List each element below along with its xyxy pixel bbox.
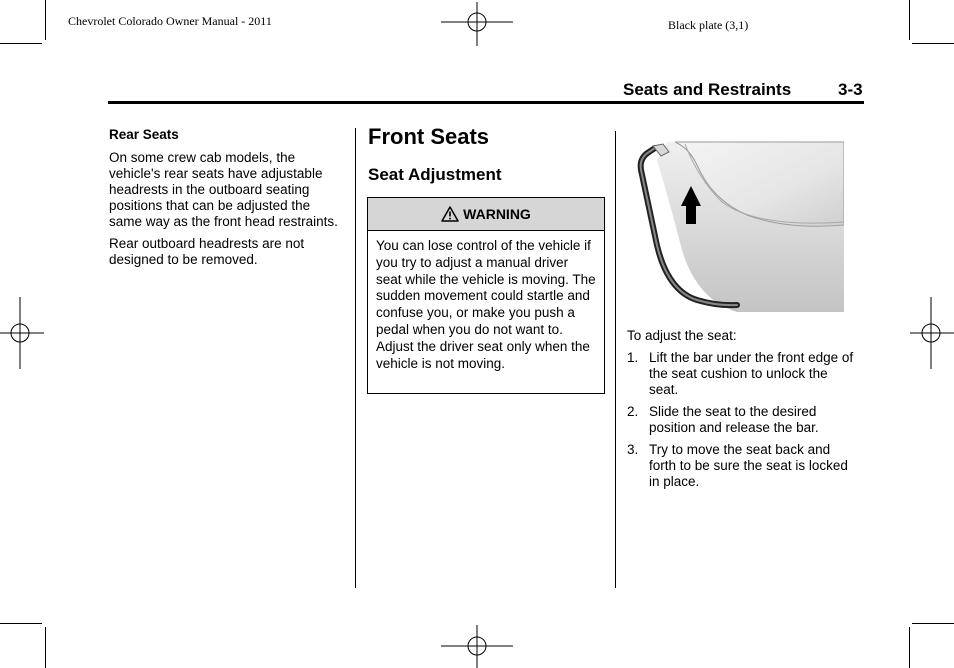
warning-box xyxy=(367,197,605,394)
manual-title: Chevrolet Colorado Owner Manual - 2011 xyxy=(68,14,272,28)
registration-mark-right xyxy=(910,297,954,369)
right-column xyxy=(627,328,859,496)
warning-triangle-icon xyxy=(441,206,459,222)
registration-mark-bottom xyxy=(441,625,513,668)
rear-seats-subhead: Rear Seats xyxy=(109,127,179,142)
list-item xyxy=(627,442,859,490)
column-divider xyxy=(615,131,616,588)
step-text: Lift the bar under the front edge of the seat cushion to unlock the seat. xyxy=(649,350,854,397)
section-subheading: Seat Adjustment xyxy=(368,165,502,184)
step-number: 3. xyxy=(627,442,639,457)
warning-label: WARNING xyxy=(463,206,531,222)
step-text: Try to move the seat back and forth to be sure the seat is locked in place. xyxy=(649,442,848,489)
step-number: 1. xyxy=(627,350,639,365)
warning-text: You can lose control of the vehicle if you try to adjust a manual driver seat while the vehicle is moving. The sudden movement could startle and confuse you, or make you push a pedal when you do not want to. Adjust the driver seat only when the vehicle is not moving. xyxy=(376,238,596,371)
header-rule xyxy=(108,101,864,104)
page-heading: Front Seats xyxy=(368,124,490,149)
list-item xyxy=(627,404,859,436)
column-divider xyxy=(355,128,356,588)
step-text: Slide the seat to the desired position and release the bar. xyxy=(649,404,819,435)
left-column xyxy=(109,127,345,274)
registration-mark-top xyxy=(441,2,513,46)
registration-mark-left xyxy=(0,297,44,369)
plate-label: Black plate (3,1) xyxy=(668,18,749,32)
page-number: 3-3 xyxy=(838,80,863,99)
section-title: Seats and Restraints xyxy=(623,80,792,99)
seat-adjustment-illustration xyxy=(627,140,844,312)
instructions-intro: To adjust the seat: xyxy=(627,328,737,343)
paragraph: On some crew cab models, the vehicle's rear seats have adjustable headrests in the outboard seating positions that can be adjusted the same way as the front head restraints. xyxy=(109,150,338,229)
step-number: 2. xyxy=(627,404,639,419)
warning-header xyxy=(368,198,604,231)
paragraph: Rear outboard headrests are not designed to be removed. xyxy=(109,236,305,267)
list-item xyxy=(627,350,859,398)
